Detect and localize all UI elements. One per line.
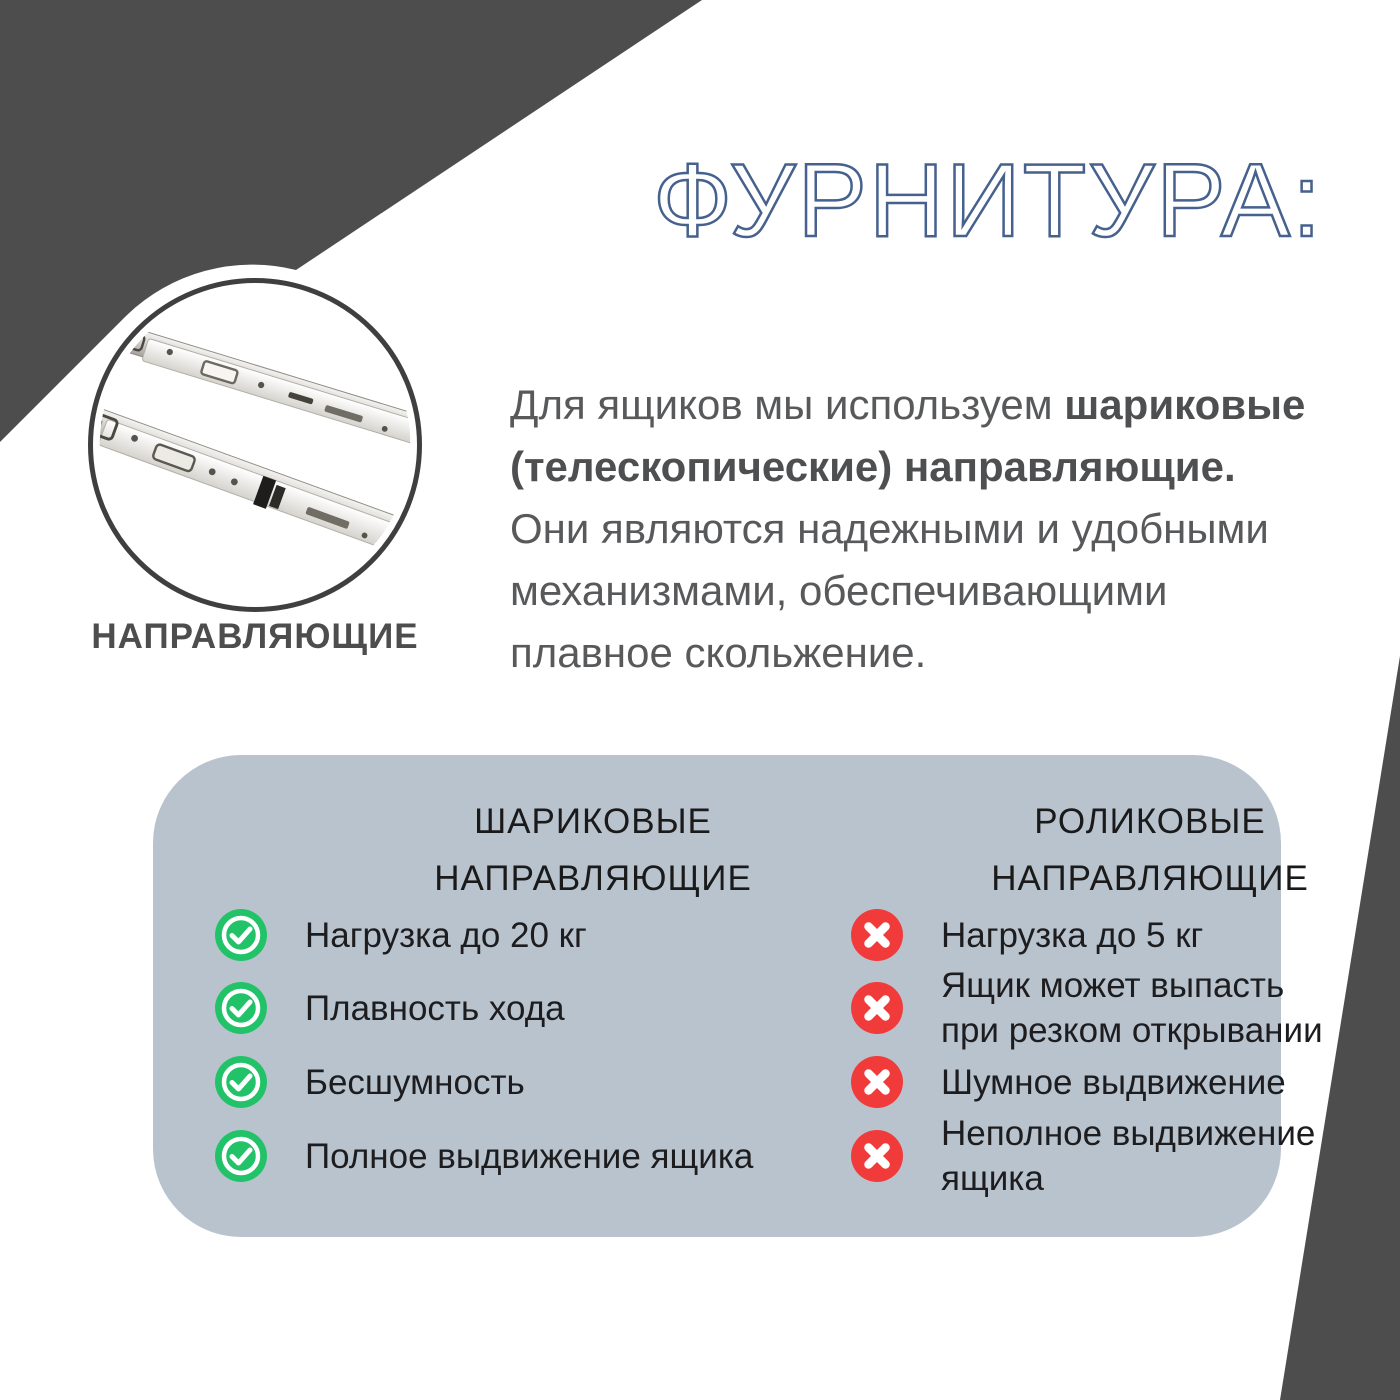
con-item-row [851, 1056, 1337, 1108]
con-item-label: Ящик может выпасть при резком открывании [941, 966, 1323, 1050]
intro-paragraph [510, 374, 1340, 684]
pro-item-row [215, 1130, 755, 1182]
drawer-slides-photo [88, 278, 422, 612]
pro-item-label: Бесшумность [305, 1062, 525, 1102]
cross-icon [851, 1056, 903, 1108]
con-item-row [851, 966, 1337, 1050]
column-header-roller-slides: РОЛИКОВЫЕ НАПРАВЛЯЮЩИЕ [991, 802, 1309, 898]
pro-item-label: Полное выдвижение ящика [305, 1136, 754, 1176]
cross-icon [851, 1130, 903, 1182]
intro-line-1: Для ящиков мы используем шариковые [510, 381, 1306, 428]
intro-line-2: (телескопические) направляющие. [510, 443, 1236, 490]
cross-icon [851, 982, 903, 1034]
check-icon [215, 1056, 267, 1108]
intro-line-4: механизмами, обеспечивающими [510, 567, 1168, 614]
check-icon [215, 909, 267, 961]
con-item-label: Нагрузка до 5 кг [941, 915, 1204, 955]
column-header-ball-slides: ШАРИКОВЫЕ НАПРАВЛЯЮЩИЕ [434, 802, 752, 898]
intro-line-3: Они являются надежными и удобными [510, 505, 1269, 552]
cross-icon [851, 909, 903, 961]
pro-item-row [215, 1056, 755, 1108]
con-item-label: Неполное выдвижение ящика [941, 1114, 1316, 1198]
photo-caption: НАПРАВЛЯЮЩИЕ [91, 617, 419, 656]
intro-line-5: плавное скольжение. [510, 629, 927, 676]
telescopic-slides-illustration [93, 283, 417, 607]
check-icon [215, 1130, 267, 1182]
con-item-label: Шумное выдвижение [941, 1062, 1286, 1102]
page-title: ФУРНИТУРА: [653, 143, 1323, 259]
comparison-card [153, 755, 1323, 1237]
pro-item-row [215, 982, 755, 1034]
pro-item-row [215, 909, 755, 961]
pro-item-label: Плавность хода [305, 988, 565, 1028]
check-icon [215, 982, 267, 1034]
con-item-row [851, 909, 1337, 961]
con-item-row [851, 1114, 1337, 1198]
pro-item-label: Нагрузка до 20 кг [305, 915, 587, 955]
